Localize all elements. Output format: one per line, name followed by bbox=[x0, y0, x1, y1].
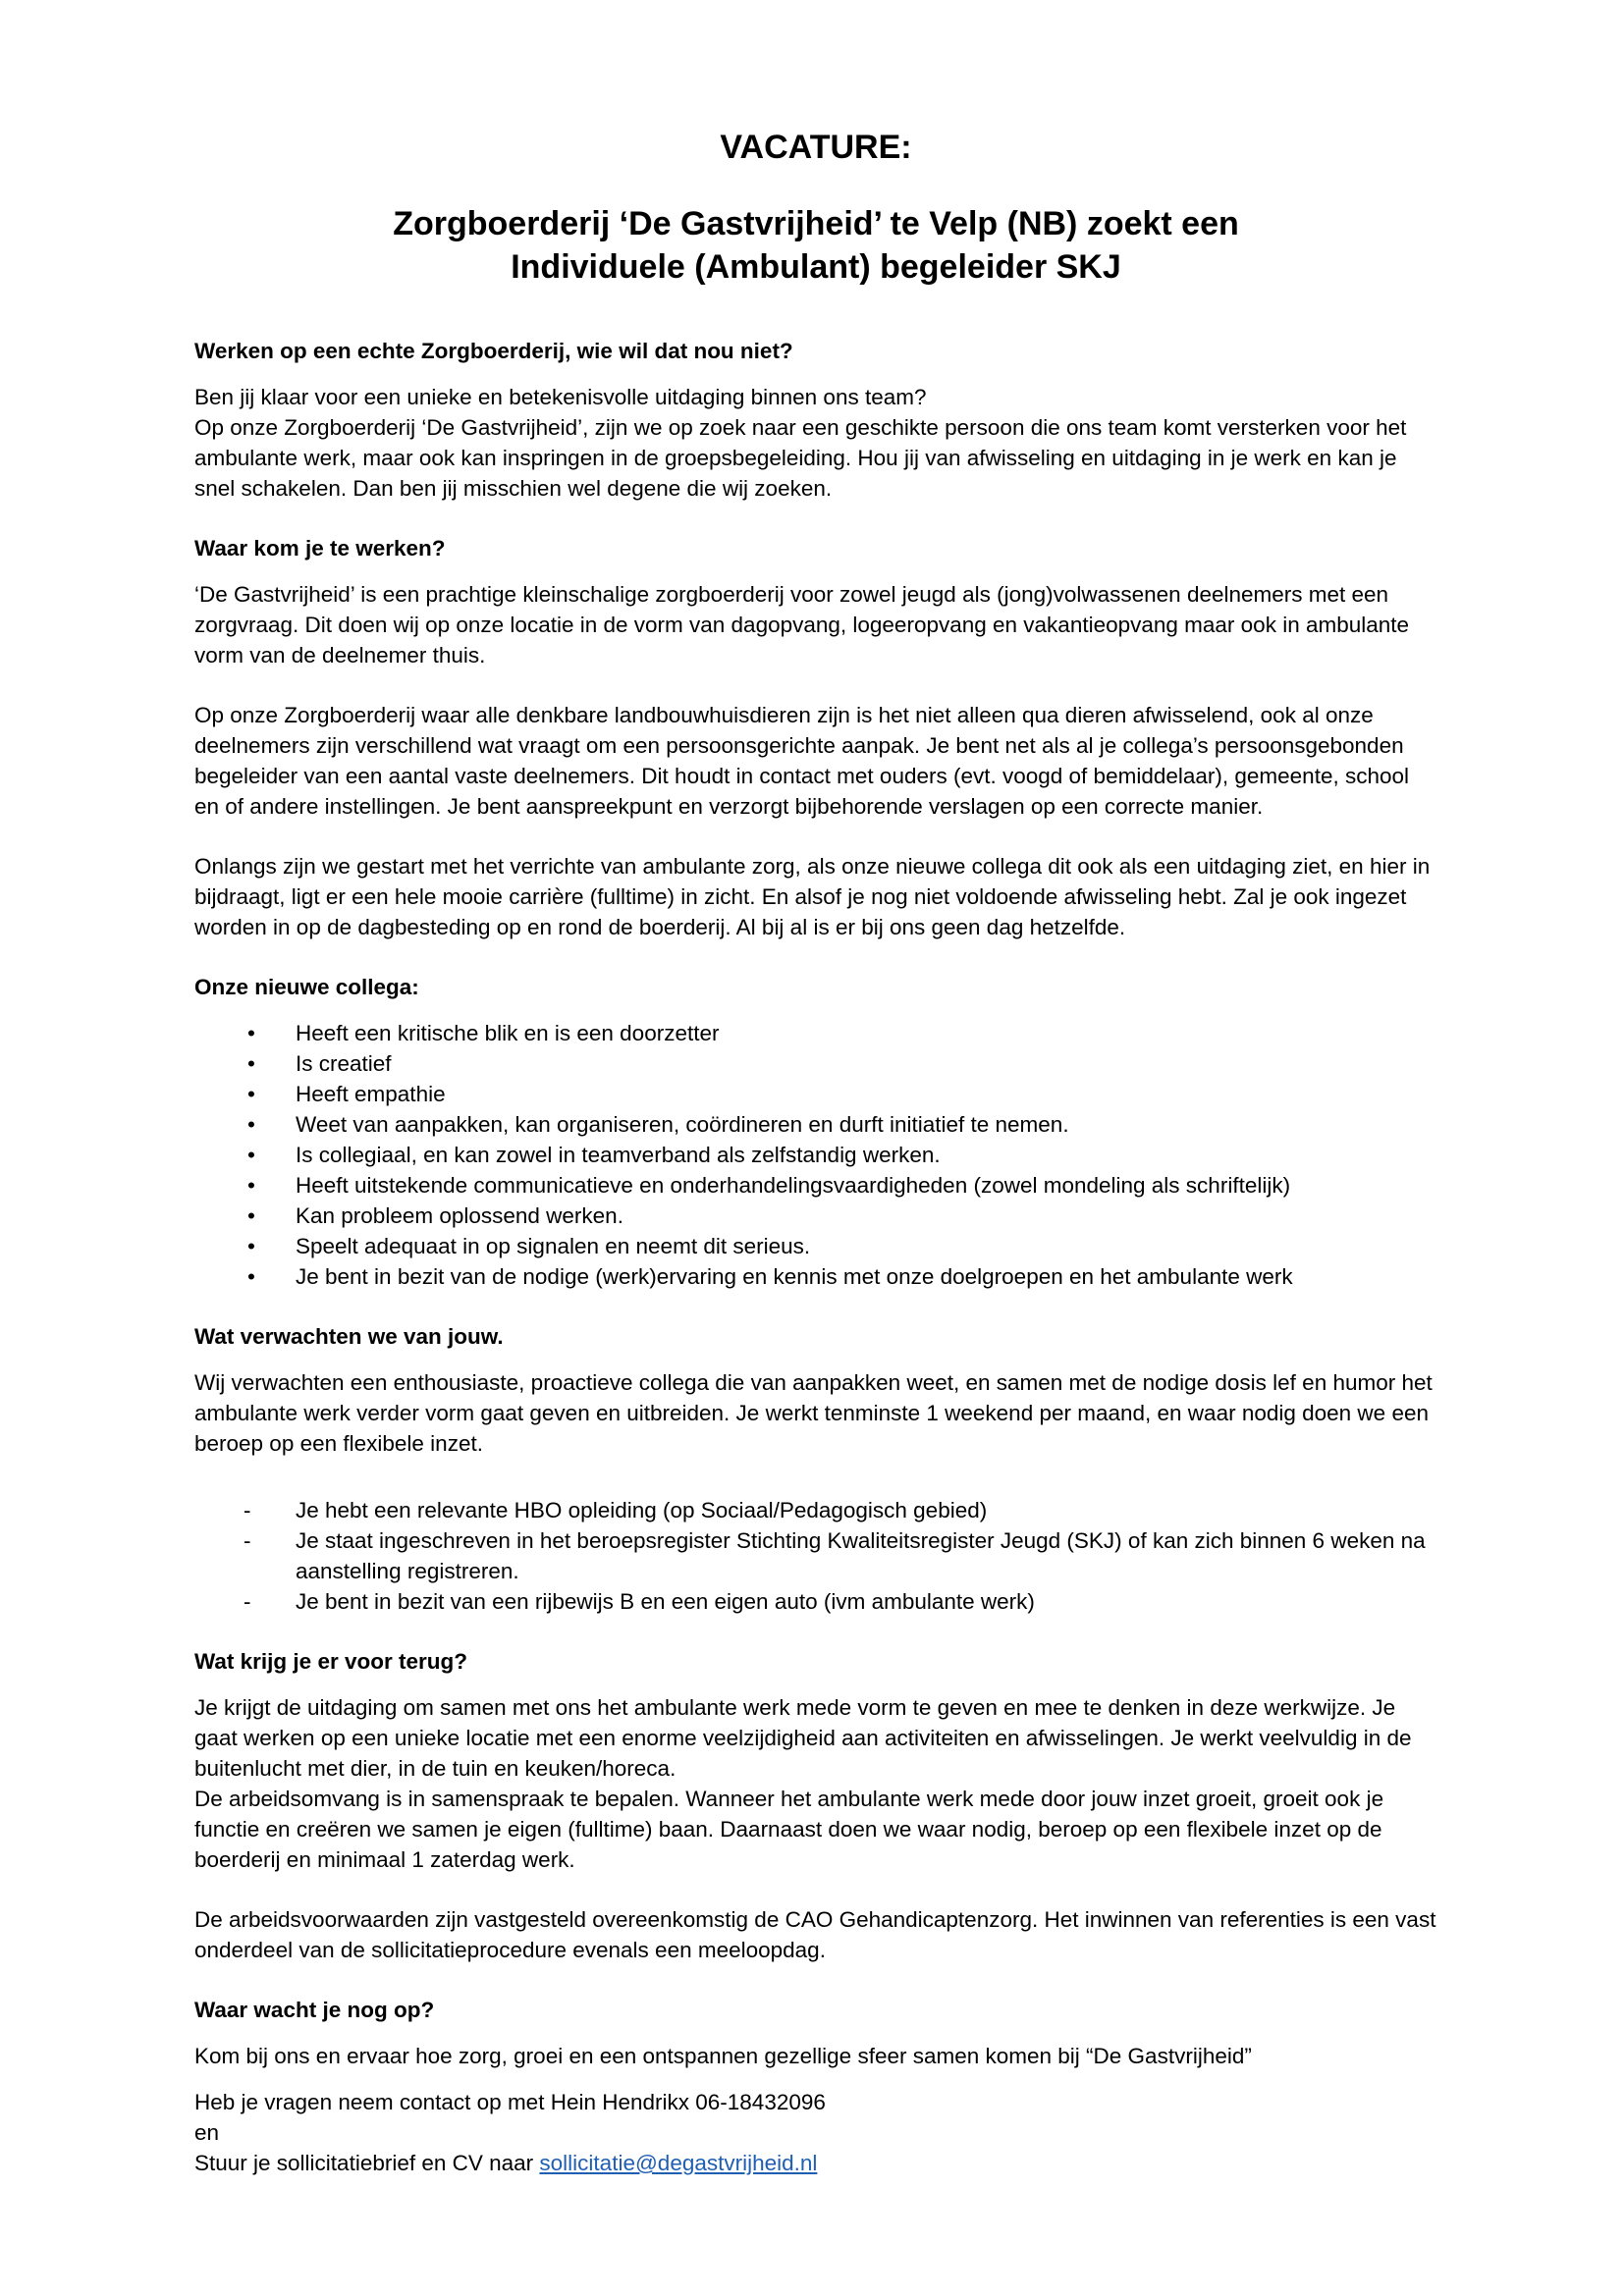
contact-line: en bbox=[194, 2120, 220, 2145]
colleague-traits-list bbox=[194, 1018, 1437, 1292]
paragraph: Ben jij klaar voor een unieke en betekenisvolle uitdaging binnen ons team? bbox=[194, 385, 927, 409]
paragraph: Op onze Zorgboerderij waar alle denkbare landbouwhuisdieren zijn is het niet alleen qua dieren afwisselend, ook al onze deelnemers zijn verschillend wat vraagt om een persoonsgerichte aanpak. Je bent net als al je collega’s persoonsgebonden begeleider van een aantal vaste deelnemers. Dit houdt in contact met ouders (evt. voogd of bemiddelaar), gemeente, school en of andere instellingen. Je bent aanspreekpunt en verzorgt bijbehorende verslagen op een correcte manier. bbox=[194, 703, 1409, 819]
email-link[interactable]: sollicitatie@degastvrijheid.nl bbox=[539, 2151, 818, 2175]
paragraph: ‘De Gastvrijheid’ is een prachtige kleinschalige zorgboerderij voor zowel jeugd als (jong)volwassenen deelnemers met een zorgvraag. Dit doen wij op onze locatie in de vorm van dagopvang, logeeropvang en vakantieopvang maar ook in ambulante vorm van de deelnemer thuis. bbox=[194, 582, 1410, 667]
list-item: • Weet van aanpakken, kan organiseren, coördineren en durft initiatief te nemen. bbox=[296, 1109, 1437, 1140]
contact-line-prefix: Stuur je sollicitatiebrief en CV naar bbox=[194, 2151, 540, 2175]
section-intro-body bbox=[194, 382, 1437, 504]
section-benefits-body bbox=[194, 1692, 1437, 1875]
contact-line: Heb je vragen neem contact op met Hein Hendrikx 06-18432096 bbox=[194, 2090, 826, 2114]
list-item: - Je bent in bezit van een rijbewijs B en een eigen auto (ivm ambulante werk) bbox=[296, 1586, 1437, 1617]
requirements-list bbox=[194, 1495, 1437, 1617]
list-item: • Is collegiaal, en kan zowel in teamverband als zelfstandig werken. bbox=[296, 1140, 1437, 1170]
list-item: • Heeft een kritische blik en is een doorzetter bbox=[296, 1018, 1437, 1048]
list-item: • Kan probleem oplossend werken. bbox=[296, 1201, 1437, 1231]
section-heading-workplace: Waar kom je te werken? bbox=[194, 536, 446, 561]
list-item: • Je bent in bezit van de nodige (werk)ervaring en kennis met onze doelgroepen en het ambulante werk bbox=[296, 1261, 1437, 1292]
paragraph: De arbeidsvoorwaarden zijn vastgesteld overeenkomstig de CAO Gehandicaptenzorg. Het inwinnen van referenties is een vast onderdeel van de sollicitatieprocedure evenals een meeloopdag. bbox=[194, 1907, 1436, 1962]
section-heading-benefits: Wat krijg je er voor terug? bbox=[194, 1649, 467, 1674]
list-item: - Je hebt een relevante HBO opleiding (op Sociaal/Pedagogisch gebied) bbox=[296, 1495, 1437, 1525]
paragraph: Wij verwachten een enthousiaste, proactieve collega die van aanpakken weet, en samen met de nodige dosis lef en humor het ambulante werk verder vorm gaat geven en uitbreiden. Je werkt tenminste 1 weekend per maand, en waar nodig doen we een beroep op een flexibele inzet. bbox=[194, 1370, 1433, 1456]
spacer bbox=[194, 1459, 1437, 1495]
section-heading-intro: Werken op een echte Zorgboerderij, wie wil dat nou niet? bbox=[194, 339, 793, 363]
contact-block bbox=[194, 2087, 1437, 2178]
section-heading-colleague: Onze nieuwe collega: bbox=[194, 975, 419, 999]
paragraph: Onlangs zijn we gestart met het verrichte van ambulante zorg, als onze nieuwe collega dit ook als een uitdaging ziet, en hier in bijdraagt, ligt er een hele mooie carrière (fulltime) in zicht. En alsof je nog niet voldoende afwisseling hebt. Zal je ook ingezet worden in op de dagbesteding op en rond de boerderij. Al bij al is er bij ons geen dag hetzelfde. bbox=[194, 854, 1431, 939]
contact-line bbox=[194, 2148, 1437, 2178]
list-item: • Heeft uitstekende communicatieve en onderhandelingsvaardigheden (zowel mondeling als schriftelijk) bbox=[296, 1170, 1437, 1201]
paragraph: Je krijgt de uitdaging om samen met ons het ambulante werk mede vorm te geven en mee te denken in deze werkwijze. Je gaat werken op een unieke locatie met een enorme veelzijdigheid aan activiteiten en afwisselingen. Je werkt veelvuldig in de buitenlucht met dier, in de tuin en keuken/horeca. bbox=[194, 1695, 1412, 1781]
subtitle-line-1: Zorgboerderij ‘De Gastvrijheid’ te Velp (NB) zoekt een bbox=[393, 205, 1239, 242]
list-item: • Is creatief bbox=[296, 1048, 1437, 1079]
section-heading-call-to-action: Waar wacht je nog op? bbox=[194, 1998, 435, 2022]
section-heading-expectations: Wat verwachten we van jouw. bbox=[194, 1324, 504, 1349]
paragraph: Op onze Zorgboerderij ‘De Gastvrijheid’, zijn we op zoek naar een geschikte persoon die ons team komt versterken voor het ambulante werk, maar ook kan inspringen in de groepsbegeleiding. Hou jij van afwisseling en uitdaging in je werk en kan je snel schakelen. Dan ben jij misschien wel degene die wij zoeken. bbox=[194, 415, 1407, 501]
subtitle-line-2: Individuele (Ambulant) begeleider SKJ bbox=[511, 248, 1121, 286]
list-item: • Heeft empathie bbox=[296, 1079, 1437, 1109]
page-subtitle bbox=[194, 202, 1437, 289]
paragraph: Kom bij ons en ervaar hoe zorg, groei en een ontspannen gezellige sfeer samen komen bij “De Gastvrijheid” bbox=[194, 2044, 1252, 2068]
list-item: - Je staat ingeschreven in het beroepsregister Stichting Kwaliteitsregister Jeugd (SKJ) of kan zich binnen 6 weken na aanstelling registreren. bbox=[296, 1525, 1437, 1586]
list-item: • Speelt adequaat in op signalen en neemt dit serieus. bbox=[296, 1231, 1437, 1261]
page-title: VACATURE: bbox=[720, 129, 912, 166]
paragraph: De arbeidsomvang is in samenspraak te bepalen. Wanneer het ambulante werk mede door jouw inzet groeit, groeit ook je functie en creëren we samen je eigen (fulltime) baan. Daarnaast doen we waar nodig, beroep op een flexibele inzet op de boerderij en minimaal 1 zaterdag werk. bbox=[194, 1787, 1384, 1872]
